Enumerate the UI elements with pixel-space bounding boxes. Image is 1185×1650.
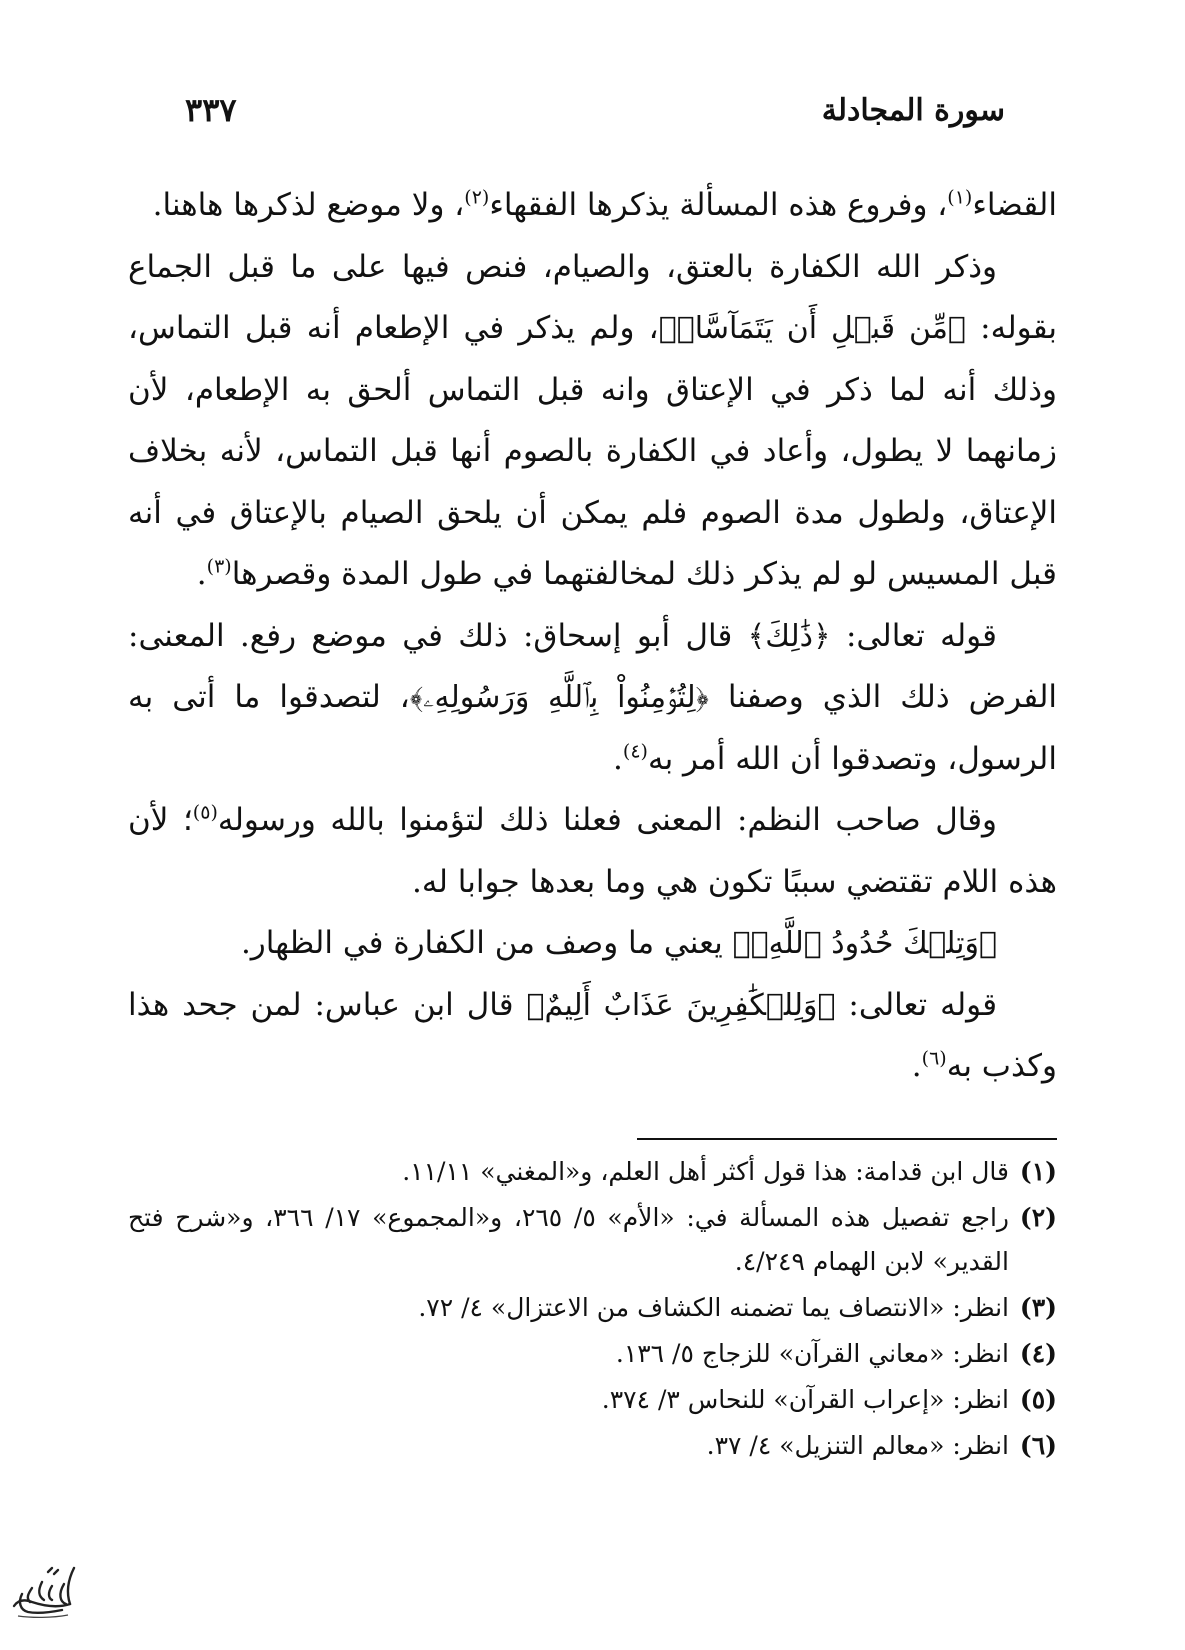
footnote-item — [128, 1378, 1057, 1422]
footnote-text: انظر: «الانتصاف يما تضمنه الكشاف من الاعتزال» ٤/ ٧٢. — [418, 1293, 1009, 1322]
text-run: ، وفروع هذه المسألة يذكرها الفقهاء — [489, 187, 948, 223]
text-run: قال ابن عباس: لمن جحد هذا وكذب به — [128, 986, 1057, 1084]
surah-title: سورة المجادلة — [821, 92, 1005, 128]
footnote-text: انظر: «معالم التنزيل» ٤/ ٣٧. — [706, 1431, 1009, 1460]
text-run: ، ولم يذكر في الإطعام أنه قبل التماس، وذلك أنه لما ذكر في الإعتاق وانه قبل التماس ألحق به الإطعام، لأن زمانهما لا يطول، وأعاد في الكفارة بالصوم أنها قبل التماس، لأنه بخلاف الإعتاق، ولطول مدة الصوم فلم يمكن أن يلحق الصيام بالإعتاق في أنه قبل المسيس لو لم يذكر ذلك لمخالفتهما في طول المدة وقصرها — [128, 310, 1057, 592]
text-run: يعني ما وصف من الكفارة في الظهار. — [240, 925, 733, 961]
footnote-text: قال ابن قدامة: هذا قول أكثر أهل العلم، و«المغني» ١١/١١. — [402, 1157, 1009, 1186]
page-number: ٣٣٧ — [185, 91, 237, 129]
body-paragraph — [128, 606, 1057, 791]
footnote-number: (٢) — [1019, 1203, 1057, 1232]
text-run: . — [196, 556, 207, 592]
quran-verse: ﴿وَلِلۡكَٰفِرِينَ عَذَابٌ أَلِيمٌ﴾ — [526, 987, 836, 1023]
footnote-divider — [637, 1138, 1057, 1140]
text-run: قوله تعالى: — [830, 617, 997, 654]
footnote-reference: (٦) — [921, 1047, 947, 1070]
body-paragraph — [128, 975, 1057, 1098]
footnote-item — [128, 1332, 1057, 1376]
quran-verse: ﴿لِتُؤۡمِنُواْ بِٱللَّهِ وَرَسُولِهِۦ﴾ — [409, 680, 709, 715]
text-run: القضاء — [972, 187, 1057, 223]
body-paragraph — [128, 790, 1057, 913]
main-text — [128, 175, 1057, 1098]
footnote-reference: (٢) — [464, 186, 490, 209]
text-run: . — [613, 740, 623, 777]
text-run: ؛ لأن هذه اللام تقتضي سببًا تكون هي وما بعدها جوابا له. — [128, 802, 1057, 900]
footnote-number: (٥) — [1019, 1385, 1057, 1414]
footnotes-section — [128, 1150, 1057, 1470]
publisher-logo-icon — [8, 1558, 82, 1622]
footnote-number: (١) — [1019, 1157, 1057, 1186]
footnote-reference: (٥) — [192, 801, 218, 824]
footnote-text: راجع تفصيل هذه المسألة في: «الأم» ٥/ ٢٦٥، و«المجموع» ١٧/ ٣٦٦، و«شرح فتح القدير» لابن الهمام ٤/٢٤٩. — [128, 1203, 1010, 1276]
text-run: قال أبو إسحاق: ذلك في موضع رفع. المعنى: الفرض ذلك الذي وصفنا — [128, 617, 1058, 715]
body-paragraph — [128, 237, 1057, 606]
footnote-reference: (٤) — [622, 740, 648, 763]
text-run: . — [911, 1048, 922, 1084]
footnote-number: (٦) — [1019, 1431, 1057, 1460]
text-run: ، لتصدقوا ما أتى به الرسول، وتصدقوا أن الله أمر به — [128, 679, 1057, 777]
footnote-text: انظر: «إعراب القرآن» للنحاس ٣/ ٣٧٤. — [601, 1385, 1009, 1414]
quran-verse: ﴿ذَٰلِكَ﴾ — [747, 618, 831, 654]
footnote-number: (٤) — [1019, 1339, 1057, 1368]
footnote-reference: (٣) — [206, 555, 232, 578]
footnote-item — [128, 1196, 1057, 1284]
quran-verse: ﴿مِّن قَبۡلِ أَن يَتَمَآسَّاۚ﴾ — [658, 311, 966, 346]
text-run: قوله تعالى: — [835, 986, 998, 1023]
body-paragraph — [128, 175, 1057, 237]
footnote-item — [128, 1150, 1057, 1194]
footnote-text: انظر: «معاني القرآن» للزجاج ٥/ ١٣٦. — [615, 1339, 1009, 1368]
page-header — [185, 88, 1005, 132]
text-run: ، ولا موضع لذكرها هاهنا. — [152, 187, 465, 223]
footnote-item — [128, 1424, 1057, 1468]
body-paragraph — [128, 913, 1057, 975]
quran-verse: ﴿وَتِلۡكَ حُدُودُ ٱللَّهِۗ﴾ — [732, 926, 997, 961]
footnote-number: (٣) — [1019, 1293, 1057, 1322]
footnote-reference: (١) — [947, 186, 973, 209]
text-run: وقال صاحب النظم: المعنى فعلنا ذلك لتؤمنوا بالله ورسوله — [217, 802, 997, 838]
footnote-item — [128, 1286, 1057, 1330]
text-run: وذكر الله الكفارة بالعتق، والصيام، فنص فيها على ما قبل الجماع بقوله: — [128, 248, 1058, 346]
